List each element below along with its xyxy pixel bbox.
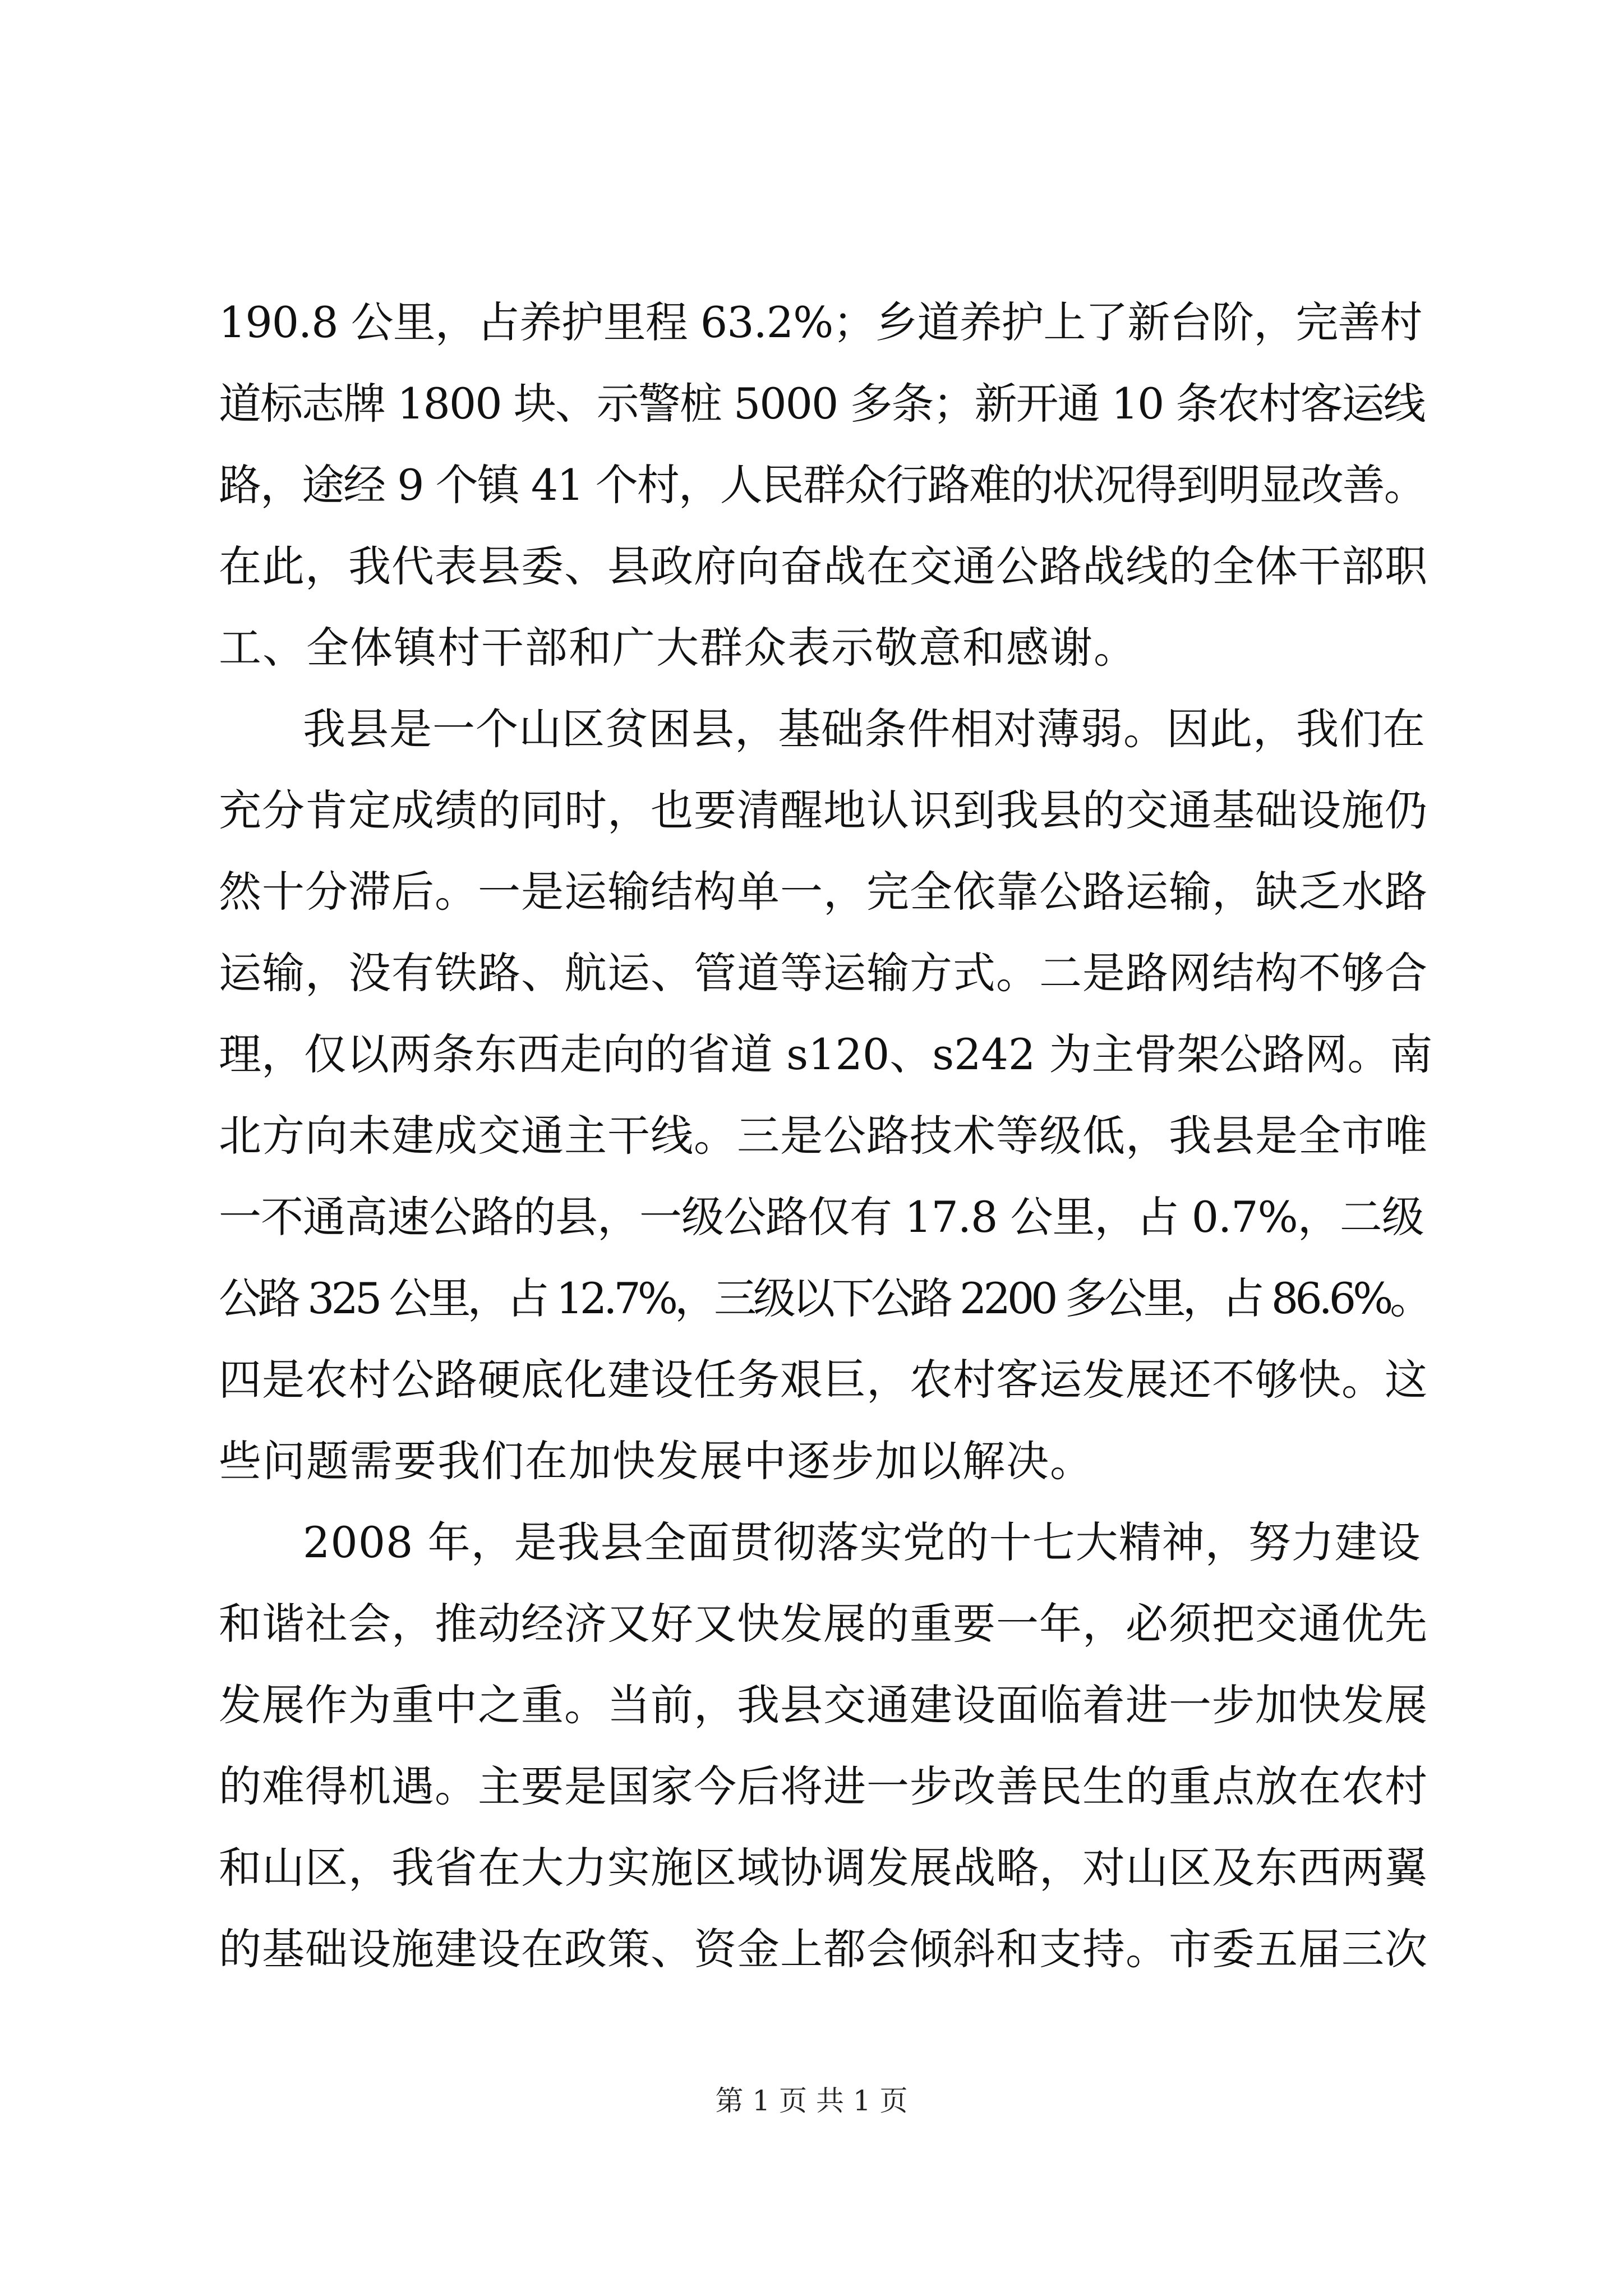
page-footer: 第 1 页 共 1 页 — [715, 2085, 908, 2117]
text-line: 北方向未建成交通主干线。三是公路技术等级低，我县是全市唯 — [219, 1111, 1428, 1161]
text-line: 的难得机遇。主要是国家今后将进一步改善民生的重点放在农村 — [219, 1761, 1428, 1811]
text-line: 四是农村公路硬底化建设任务艰巨，农村客运发展还不够快。这 — [219, 1355, 1428, 1405]
text-line: 一不通高速公路的县，一级公路仅有 17.8 公里，占 0.7%，二级 — [219, 1192, 1424, 1242]
text-line: 然十分滞后。一是运输结构单一，完全依靠公路运输，缺乏水路 — [219, 867, 1428, 917]
text-line: 我县是一个山区贫困县，基础条件相对薄弱。因此，我们在 — [303, 704, 1426, 754]
text-line: 运输，没有铁路、航运、管道等运输方式。二是路网结构不够合 — [219, 948, 1428, 998]
text-line: 和山区，我省在大力实施区域协调发展战略，对山区及东西两翼 — [219, 1843, 1428, 1893]
text-line: 公路 325 公里，占 12.7%，三级以下公路 2200 多公里，占 86.6%。 — [219, 1273, 1430, 1323]
text-line: 路，途经 9 个镇 41 个村，人民群众行路难的状况得到明显改善。 — [219, 460, 1426, 510]
text-line: 道标志牌 1800 块、示警桩 5000 多条；新开通 10 条农村客运线 — [219, 379, 1425, 429]
text-line: 和谐社会，推动经济又好又快发展的重要一年，必须把交通优先 — [219, 1599, 1428, 1649]
text-line: 的基础设施建设在政策、资金上都会倾斜和支持。市委五届三次 — [219, 1924, 1428, 1974]
text-line: 190.8 公里，占养护里程 63.2%；乡道养护上了新台阶，完善村 — [219, 297, 1422, 347]
text-line: 充分肯定成绩的同时，也要清醒地认识到我县的交通基础设施仍 — [219, 785, 1428, 835]
text-line: 在此，我代表县委、县政府向奋战在交通公路战线的全体干部职 — [219, 541, 1428, 591]
text-line: 发展作为重中之重。当前，我县交通建设面临着进一步加快发展 — [219, 1680, 1428, 1730]
text-line: 2008 年，是我县全面贯彻落实党的十七大精神，努力建设 — [303, 1517, 1421, 1567]
text-line: 些问题需要我们在加快发展中逐步加以解决。 — [219, 1436, 1094, 1486]
text-line: 理，仅以两条东西走向的省道 s120、s242 为主骨架公路网。南 — [219, 1029, 1433, 1079]
text-line: 工、全体镇村干部和广大群众表示敬意和感谢。 — [219, 623, 1137, 673]
